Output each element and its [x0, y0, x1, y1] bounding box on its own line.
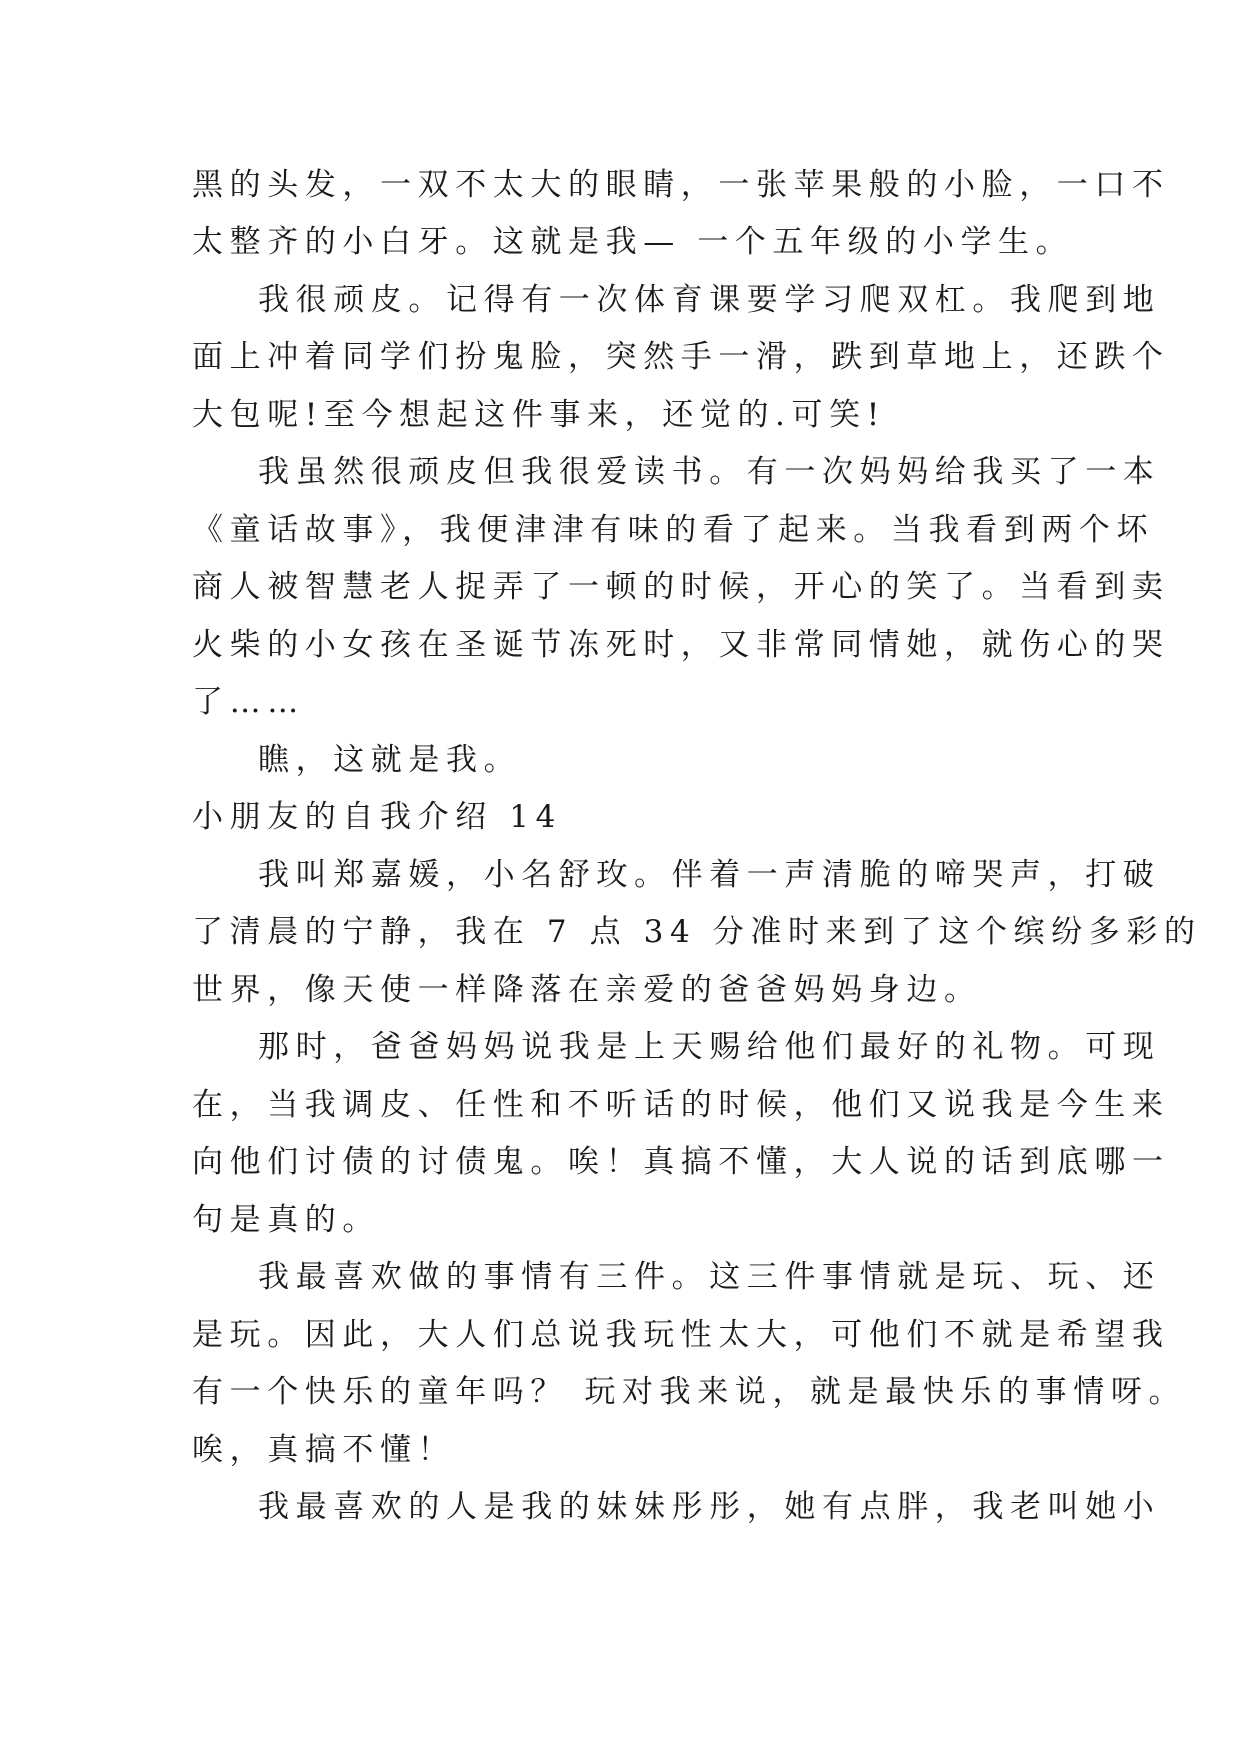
text-line: 句是真的。 — [192, 1202, 380, 1238]
text-line: 世界，像天使一样降落在亲爱的爸爸妈妈身边。 — [192, 972, 982, 1008]
text-line: 商人被智慧老人捉弄了一顿的时候，开心的笑了。当看到卖 — [192, 569, 1170, 605]
text-line: 了清晨的宁静，我在 7 点 34 分准时来到了这个缤纷多彩的 — [192, 914, 1202, 950]
text-line: 是玩。因此，大人们总说我玩性太大，可他们不就是希望我 — [192, 1317, 1170, 1353]
paragraph-start-line: 我很顽皮。记得有一次体育课要学习爬双杠。我爬到地 — [258, 282, 1161, 318]
text-line: 了…… — [192, 684, 305, 720]
section-heading: 小朋友的自我介绍 14 — [192, 799, 562, 835]
paragraph-start-line: 瞧，这就是我。 — [258, 742, 522, 778]
text-line: 火柴的小女孩在圣诞节冻死时，又非常同情她，就伤心的哭 — [192, 627, 1170, 663]
text-line: 太整齐的小白牙。这就是我— 一个五年级的小学生。 — [192, 224, 1074, 260]
text-line: 黑的头发，一双不太大的眼睛，一张苹果般的小脸，一口不 — [192, 167, 1170, 203]
text-line: 《童话故事》，我便津津有味的看了起来。当我看到两个坏 — [192, 512, 1155, 548]
paragraph-start-line: 我虽然很顽皮但我很爱读书。有一次妈妈给我买了一本 — [258, 454, 1161, 490]
paragraph-start-line: 那时，爸爸妈妈说我是上天赐给他们最好的礼物。可现 — [258, 1029, 1161, 1065]
text-line: 唉，真搞不懂！ — [192, 1432, 456, 1468]
text-line: 在，当我调皮、任性和不听话的时候，他们又说我是今生来 — [192, 1087, 1170, 1123]
text-line: 有一个快乐的童年吗？ 玩对我来说，就是最快乐的事情呀。 — [192, 1374, 1187, 1410]
text-line: 大包呢!至今想起这件事来，还觉的.可笑! — [192, 397, 886, 433]
paragraph-start-line: 我叫郑嘉媛，小名舒玫。伴着一声清脆的啼哭声，打破 — [258, 857, 1161, 893]
paragraph-start-line: 我最喜欢做的事情有三件。这三件事情就是玩、玩、还 — [258, 1259, 1161, 1295]
text-line: 向他们讨债的讨债鬼。唉！真搞不懂，大人说的话到底哪一 — [192, 1144, 1170, 1180]
paragraph-start-line: 我最喜欢的人是我的妹妹彤彤，她有点胖，我老叫她小 — [258, 1489, 1161, 1525]
text-line: 面上冲着同学们扮鬼脸，突然手一滑，跌到草地上，还跌个 — [192, 339, 1170, 375]
